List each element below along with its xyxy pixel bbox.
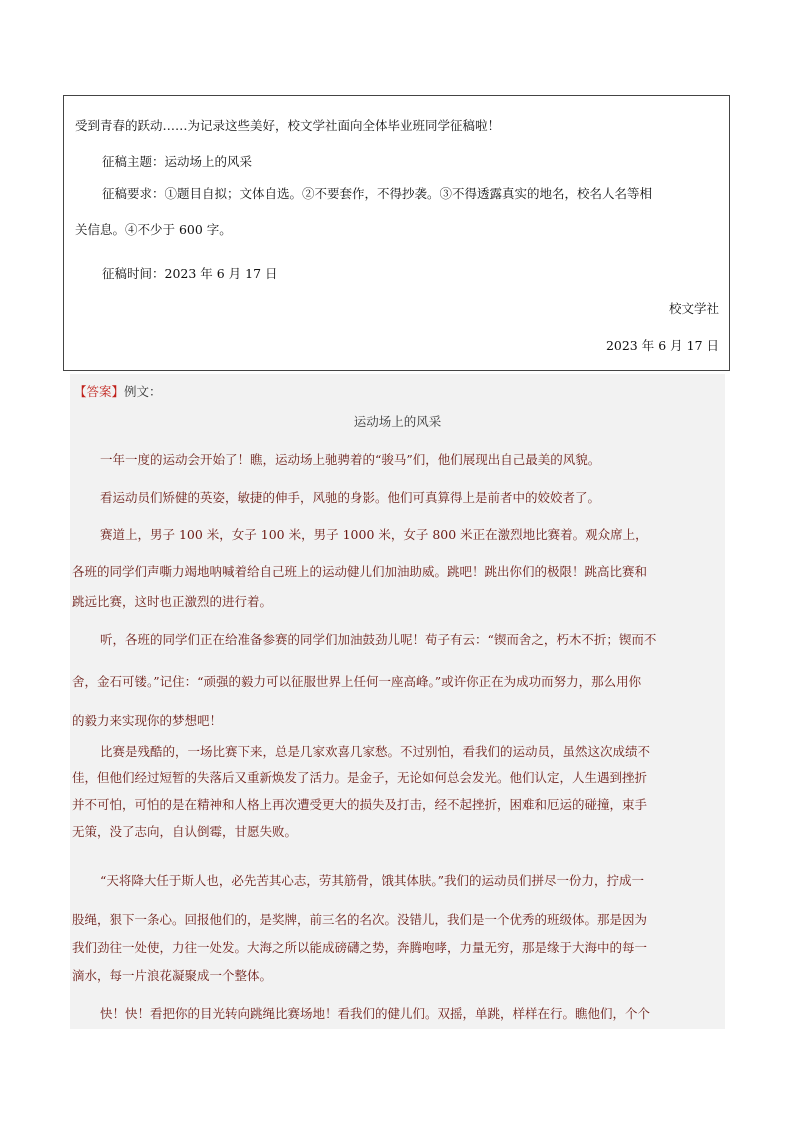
notice-deadline: 征稿时间：2023 年 6 月 17 日 xyxy=(102,266,278,281)
notice-box xyxy=(63,95,730,371)
answer-tag: 【答案】 xyxy=(74,384,125,399)
notice-intro: 受到青春的跃动……为记录这些美好，校文学社面向全体毕业班同学征稿啦！ xyxy=(75,118,501,133)
essay-line: 佳，但他们经过短暂的失落后又重新焕发了活力。是金子，无论如何总会发光。他们认定，人生遇到挫折 xyxy=(72,770,648,785)
essay-line: 比赛是残酷的，一场比赛下来，总是几家欢喜几家愁。不过别怕，看我们的运动员，虽然这次成绩不 xyxy=(100,744,651,759)
essay-line: 我们劲往一处使，力往一处发。大海之所以能成磅礴之势，奔腾咆哮，力量无穷，那是缘于大海中的每一 xyxy=(72,940,648,955)
notice-signature: 校文学社 xyxy=(668,301,719,316)
essay-line: 并不可怕，可怕的是在精神和人格上再次遭受更大的损失及打击，经不起挫折，困难和厄运的碰撞，束手 xyxy=(72,797,648,812)
notice-theme: 征稿主题：运动场上的风采 xyxy=(102,154,253,169)
notice-requirements-line2: 关信息。④不少于 600 字。 xyxy=(75,222,232,237)
essay-title: 运动场上的风采 xyxy=(353,414,442,429)
essay-line: 无策，没了志向，自认倒霉，甘愿失败。 xyxy=(72,824,298,839)
answer-section xyxy=(70,374,725,1029)
essay-line: 赛道上，男子 100 米，女子 100 米，男子 1000 米，女子 800 米正在激烈地比赛着。观众席上， xyxy=(100,527,648,542)
essay-line: 舍，金石可镂。”记住：“顽强的毅力可以征服世界上任何一座高峰。”或许你正在为成功而努力，那么用你 xyxy=(72,674,642,689)
answer-label: 例文： xyxy=(124,384,162,399)
notice-requirements-line1: 征稿要求：①题目自拟；文体自选。②不要套作，不得抄袭。③不得透露真实的地名，校名人名等相 xyxy=(102,186,653,201)
essay-line: 看运动员们矫健的英姿，敏捷的伸手，风驰的身影。他们可真算得上是前者中的姣姣者了。 xyxy=(100,490,601,505)
essay-line: 各班的同学们声嘶力竭地呐喊着给自己班上的运动健儿们加油助威。跳吧！跳出你们的极限！跳高比赛和 xyxy=(72,564,648,579)
essay-line: 跳远比赛，这时也正激烈的进行着。 xyxy=(72,594,273,609)
essay-line: 快！快！看把你的目光转向跳绳比赛场地！看我们的健儿们。双摇，单跳，样样在行。瞧他们，个个 xyxy=(100,1006,651,1021)
notice-date: 2023 年 6 月 17 日 xyxy=(605,338,719,353)
essay-line: 滴水，每一片浪花凝聚成一个整体。 xyxy=(72,968,273,983)
answer-header xyxy=(74,382,162,400)
essay-line: “天将降大任于斯人也，必先苦其心志，劳其筋骨，饿其体肤。”我们的运动员们拼尽一份力，拧成一 xyxy=(100,873,645,888)
essay-line: 听，各班的同学们正在给准备参赛的同学们加油鼓劲儿呢！荀子有云：“锲而舍之，朽木不折；锲而不 xyxy=(100,632,657,647)
essay-line: 的毅力来实现你的梦想吧！ xyxy=(72,713,223,728)
essay-line: 一年一度的运动会开始了！瞧，运动场上驰骋着的“骏马”们，他们展现出自己最美的风貌。 xyxy=(100,452,601,467)
essay-line: 股绳，狠下一条心。回报他们的，是奖牌，前三名的名次。没错儿，我们是一个优秀的班级体。那是因为 xyxy=(72,912,648,927)
